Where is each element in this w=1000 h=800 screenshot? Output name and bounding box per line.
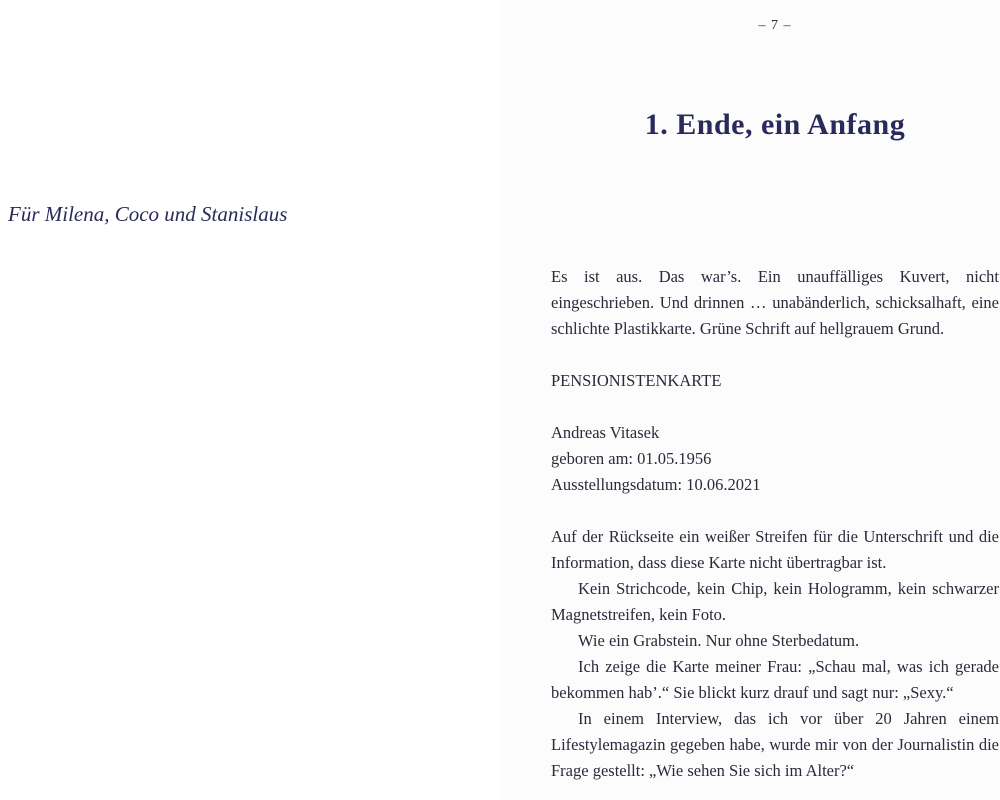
card-name: Andreas Vitasek [551,423,660,442]
paragraph-backside: Auf der Rückseite ein weißer Streifen für die Unterschrift und die Information, dass diese Karte nicht übertragbar ist. [551,527,999,572]
paragraph-gravestone: Wie ein Grabstein. Nur ohne Sterbedatum. [578,631,860,650]
card-birth-date: geboren am: 01.05.1956 [551,449,712,468]
paragraph-wife: Ich zeige die Karte meiner Frau: „Schau mal, was ich gerade bekommen hab’.“ Sie blickt kurz drauf und sagt nur: „Sexy.“ [551,657,999,702]
paragraph-interview: In einem Interview, das ich vor über 20 Jahren einem Lifestylemagazin gegeben habe, wurde mir von der Journalistin die Frage gestellt: „Wie sehen Sie sich im Alter?“ [551,709,999,780]
card-issue-date: Ausstellungsdatum: 10.06.2021 [551,475,761,494]
page-number: – 7 – [758,18,792,33]
chapter-title: 1. Ende, ein Anfang [644,108,906,141]
paragraph-opening: Es ist aus. Das war’s. Ein unauffälliges Kuvert, nicht eingeschrieben. Und drinnen … unabänderlich, schicksalhaft, eine schlichte Plastikkarte. Grüne Schrift auf hellgrauem Grund. [551,267,999,338]
paragraph-no-barcode: Kein Strichcode, kein Chip, kein Hologramm, kein schwarzer Magnetstreifen, kein Foto. [551,579,999,624]
chapter-body [551,264,999,784]
card-heading: PENSIONISTENKARTE [551,371,722,390]
dedication: Für Milena, Coco und Stanislaus [8,202,288,226]
card-details [551,420,999,498]
